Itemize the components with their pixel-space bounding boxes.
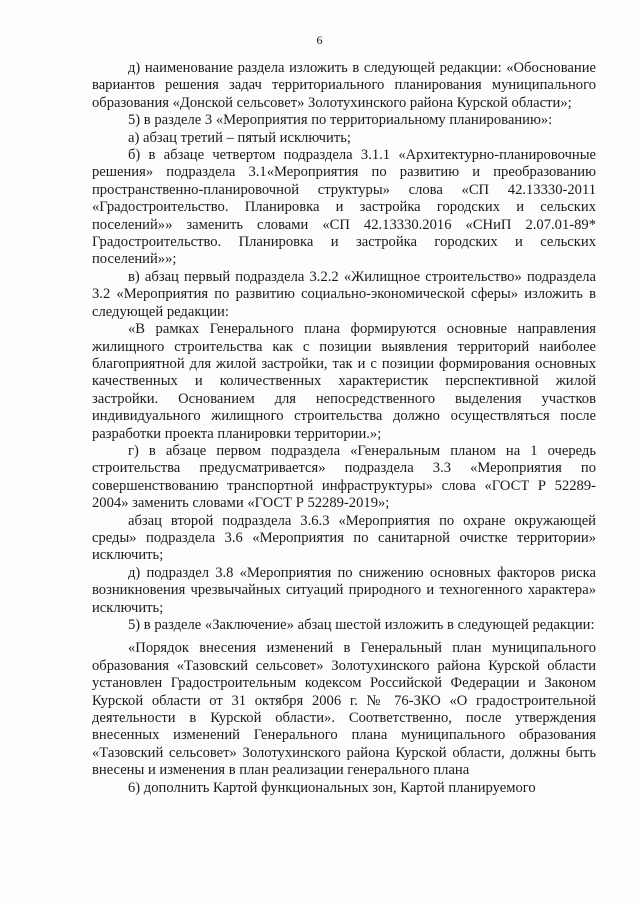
- quoted-paragraph: «В рамках Генерального плана формируются основные направления жилищного строительства как с позиции выявления территорий наиболее благоприятной для жилой застройки, так и с позиции формирования основных качественных и количественных характеристик перспективной жилой застройки. Основанием для непосредственного выделения участков индивидуального жилищного строительства должно осуществляться после разработки проекта планировки территории.»;: [92, 321, 596, 442]
- paragraph: г) в абзаце первом подраздела «Генеральным планом на 1 очередь строительства предусматривается» подраздела 3.3 «Мероприятия по совершенствованию транспортной инфраструктуры» слова «ГОСТ Р 52289-2004» заменить словами «ГОСТ Р 52289-2019»;: [92, 442, 596, 512]
- paragraph: а) абзац третий – пятый исключить;: [128, 129, 351, 146]
- paragraph: д) наименование раздела изложить в следующей редакции: «Обоснование вариантов решения задач территориального планирования муниципального образования «Донской сельсовет» Золотухинского района Курской области»;: [92, 60, 596, 111]
- paragraph: 5) в разделе 3 «Мероприятия по территориальному планированию»:: [128, 112, 553, 129]
- document-body: [92, 60, 596, 797]
- quoted-paragraph: «Порядок внесения изменений в Генеральный план муниципального образования «Тазовский сельсовет» Золотухинского района Курской области установлен Градостроительным кодексом Российской Федерации и Законом Курской области от 31 октября 2006 г. № 76-ЗКО «О градостроительной деятельности в Курской области». Соответственно, после утверждения внесенных изменений Генерального плана муниципального образования «Тазовский сельсовет» Золотухинского района Курской области, должны быть внесены и изменения в план реализации генерального плана: [92, 640, 596, 779]
- paragraph: абзац второй подраздела 3.6.3 «Мероприятия по охране окружающей среды» подраздела 3.6 «Мероприятия по санитарной очистке территории» исключить;: [92, 512, 596, 564]
- paragraph: б) в абзаце четвертом подраздела 3.1.1 «Архитектурно-планировочные решения» подраздела 3.1«Мероприятия по развитию и преобразованию пространственно-планировочной структуры» слова «СП 42.13330-2011 «Градостроительство. Планировка и застройка городских и сельских поселений»» заменить словами «СП 42.13330.2016 «СНиП 2.07.01-89* Градостроительство. Планировка и застройка городских и сельских поселений»»;: [92, 147, 596, 268]
- paragraph: д) подраздел 3.8 «Мероприятия по снижению основных факторов риска возникновения чрезвычайных ситуаций природного и техногенного характера» исключить;: [92, 564, 596, 616]
- paragraph: 5) в разделе «Заключение» абзац шестой изложить в следующей редакции:: [128, 617, 595, 633]
- page-number: 6: [316, 33, 323, 47]
- paragraph: в) абзац первый подраздела 3.2.2 «Жилищное строительство» подраздела 3.2 «Мероприятия по развитию социально-экономической сферы» изложить в следующей редакции:: [92, 268, 596, 320]
- paragraph: 6) дополнить Картой функциональных зон, Картой планируемого: [128, 779, 536, 796]
